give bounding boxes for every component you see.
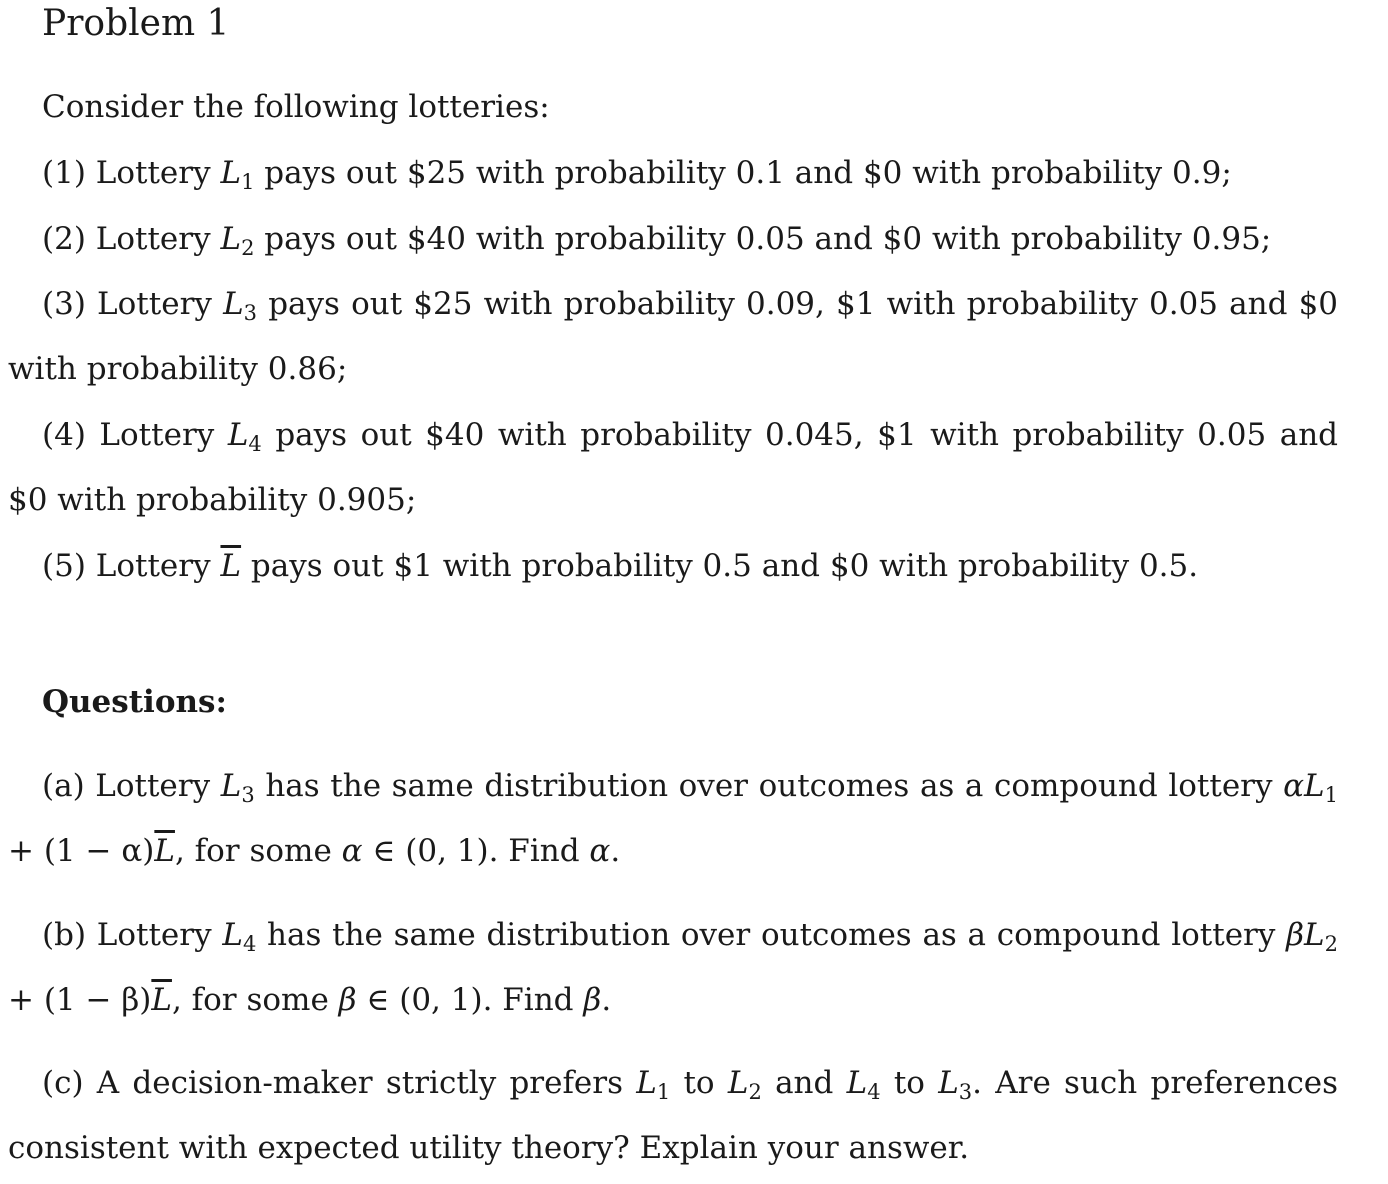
lottery-symbol: $L_3$ <box>223 286 258 325</box>
lottery-item-1: (1) Lottery $L_1$ pays out $25 with probability 0.1 and $0 with probability 0.9; <box>42 155 1232 194</box>
question-c: (c) A decision-maker strictly prefers $L_1$ to $L_2$ and $L_4$ to $L_3$. Are such preferences consistent with expected utility theory? Explain your answer. <box>8 1065 1339 1166</box>
question-a: (a) Lottery $L_3$ has the same distribution over outcomes as a compound lottery $\alpha L_1 + (1 - \alpha)\overline{L}$, for some α ∈ (0, 1). Find α. <box>8 768 1339 869</box>
lottery-item-3: (3) Lottery $L_3$ pays out $25 with probability 0.09, $1 with probability 0.05 and $0 with probability 0.86; <box>8 286 1339 387</box>
lottery-item-5: (5) Lottery $\overline{L}$ pays out $1 with probability 0.5 and $0 with probability 0.5. <box>42 548 1199 584</box>
intro-text: Consider the following lotteries: <box>42 89 550 125</box>
lottery-symbol: $L_4$ <box>227 417 262 456</box>
lottery-symbol: $L_1$ <box>220 155 255 194</box>
lottery-item-2: (2) Lottery $L_2$ pays out $40 with probability 0.05 and $0 with probability 0.95; <box>42 221 1272 260</box>
lottery-symbol: $L_2$ <box>220 221 255 260</box>
lottery-item-4: (4) Lottery $L_4$ pays out $40 with probability 0.045, $1 with probability 0.05 and $0 with probability 0.905; <box>8 417 1339 518</box>
lottery-symbol-bar: $\overline{L}$ <box>220 548 242 584</box>
problem-title: Problem 1 <box>42 3 230 44</box>
questions-heading: Questions: <box>42 684 227 720</box>
question-b: (b) Lottery $L_4$ has the same distribution over outcomes as a compound lottery $\beta L_2 + (1 - \beta)\overline{L}$, for some β ∈ (0, 1). Find β. <box>8 917 1338 1018</box>
